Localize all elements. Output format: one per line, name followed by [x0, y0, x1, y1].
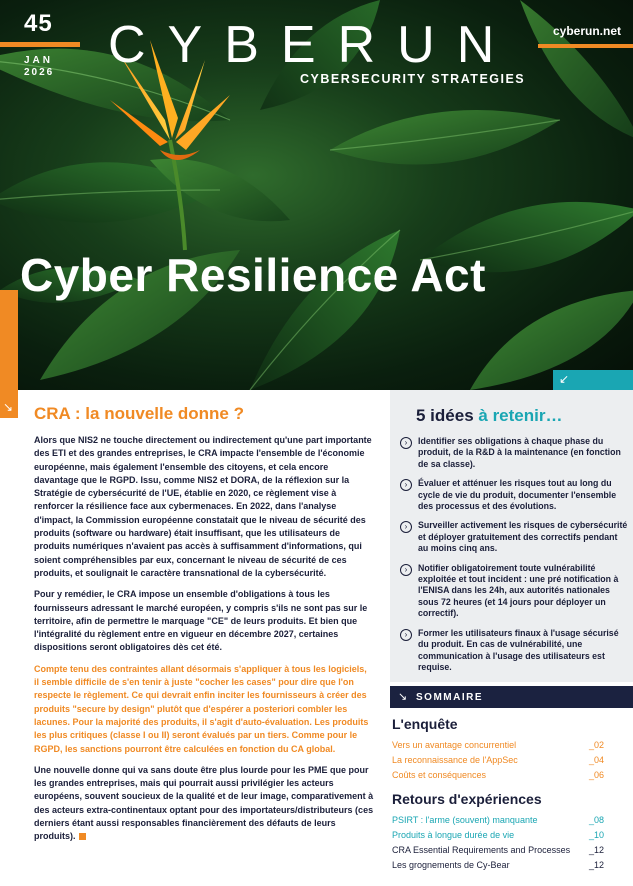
chevron-right-icon: › — [400, 437, 412, 449]
cover-hero — [0, 0, 633, 390]
toc-section-title: Retours d'expériences — [392, 791, 542, 807]
editorial-article — [34, 404, 374, 852]
brand-wordmark: CYBERUN — [108, 18, 517, 68]
key-idea-text: Notifier obligatoirement toute vulnérabilité exploitée et tout incident : une pré notification à l'ENISA dans les 24h, aux autorités nationales sous 72 heures (et 14 jours pour déployer un correctif). — [418, 562, 619, 619]
article-heading: CRA : la nouvelle donne ? — [34, 404, 244, 423]
key-ideas-title-number: 5 idées — [416, 406, 474, 425]
issue-month: JAN — [24, 55, 54, 66]
issue-number: 45 — [24, 10, 53, 37]
toc-entry-page: _06 — [588, 770, 604, 780]
key-idea-item — [400, 628, 630, 674]
toc-entry-text: PSIRT : l'arme (souvent) manquante — [392, 815, 538, 825]
key-idea-item — [400, 436, 630, 470]
key-ideas-list — [400, 436, 630, 681]
key-idea-item — [400, 563, 630, 620]
tagline: CYBERSECURITY STRATEGIES — [300, 72, 526, 86]
key-idea-item — [400, 520, 630, 554]
table-of-contents — [392, 716, 604, 873]
toc-entry-page: _12 — [588, 845, 604, 855]
sommaire-header — [390, 686, 633, 708]
toc-entry-text: Les grognements de Cy-Bear — [392, 860, 510, 870]
arrow-down-right-icon: ↘ — [3, 400, 14, 414]
toc-section-title: L'enquête — [392, 716, 458, 732]
toc-entry[interactable] — [392, 828, 604, 843]
key-ideas-title — [416, 406, 562, 426]
chevron-right-icon: › — [400, 629, 412, 641]
key-idea-text: Évaluer et atténuer les risques tout au long du cycle de vie du produit, documenter l'ensemble des processus et des évolutions. — [418, 478, 617, 512]
toc-entry-text: La reconnaissance de l'AppSec — [392, 755, 518, 765]
key-ideas-box — [390, 390, 633, 682]
issue-accent-bar — [0, 42, 80, 47]
toc-entry-text: CRA Essential Requirements and Processes — [392, 845, 571, 855]
article-paragraph-last — [34, 764, 374, 844]
arrow-down-left-icon: ↙ — [559, 372, 570, 386]
sommaire-label: SOMMAIRE — [416, 692, 483, 703]
chevron-right-icon: › — [400, 479, 412, 491]
teal-corner-tab — [553, 370, 633, 390]
key-idea-item — [400, 478, 630, 512]
issue-year: 2026 — [24, 67, 55, 78]
toc-entry-page: _04 — [588, 755, 604, 765]
orange-side-tab — [0, 290, 18, 418]
toc-entry-text: Vers un avantage concurrentiel — [392, 740, 517, 750]
toc-entry-page: _02 — [588, 740, 604, 750]
article-paragraph: Pour y remédier, le CRA impose un ensemble d'obligations à tous les fournisseurs adressant le marché européen, y compris s'ils ne sont pas sur le territoire, afin de permettre le marquage "CE" de leurs produits. Et bien que l'intégralité du règlement entre en vigueur en décembre 2027, certaines dispositions seront obligatoires dès cet été. — [34, 589, 368, 653]
article-paragraph-text: Une nouvelle donne qui va sans doute être plus lourde pour les PME que pour les grandes entreprises, mais qui pourrait aussi privilégier les acteurs européens, souvent soucieux de la qualité et de leur image, comparativement à des acteurs extra-continentaux optant pour des importateurs/distributeurs (ces derniers étant aussi responsables financièrement des défauts de leurs produits). — [34, 764, 374, 842]
website-accent-bar — [538, 44, 633, 48]
toc-entry[interactable] — [392, 768, 604, 783]
toc-entry[interactable] — [392, 738, 604, 753]
article-paragraph: Alors que NIS2 ne touche directement ou indirectement qu'une part importante des ETI et des grandes entreprises, le CRA impacte l'ensemble de l'économie européenne, mais également l'ensemble des citoyens, et cela encore davantage que le RGPD. Issu, comme NIS2 et DORA, de la réflexion sur la Stratégie de cybersécurité de l'UE, établie en 2020, ce règlement vise à renforcer la résilience face aux cybermenaces. En 2022, dans l'analyse d'impact, la Commission européenne constatait que le niveau de sécurité des produits (software ou hardware) était insuffisant, que les utilisateurs de produits numériques n'avaient pas accès à suffisamment d'informations, qui soient compréhensibles par eux, concernant le niveau de sécurité de ces produits, et soulignait le caractère transnational de la cybersécurité. — [34, 435, 372, 578]
key-idea-text: Former les utilisateurs finaux à l'usage sécurisé du produit. En cas de vulnérabilité, une communication à l'usage des utilisateurs est requise. — [418, 627, 619, 672]
key-idea-text: Surveiller activement les risques de cybersécurité et déployer gratuitement des correctifs pendant au moins cinq ans. — [418, 520, 628, 554]
website-link[interactable]: cyberun.net — [552, 24, 621, 38]
toc-entry[interactable] — [392, 843, 604, 858]
toc-entry-text: Coûts et conséquences — [392, 770, 487, 780]
toc-entry-page: _12 — [588, 860, 604, 870]
chevron-right-icon: › — [400, 564, 412, 576]
chevron-right-icon: › — [400, 521, 412, 533]
cover-title: Cyber Resilience Act — [20, 249, 486, 301]
toc-entry-page: _08 — [588, 815, 604, 825]
toc-entry-page: _10 — [588, 830, 604, 840]
article-paragraph: Compte tenu des contraintes allant désormais s'appliquer à tous les logiciels, il semble difficile de s'en tenir à juste "cocher les cases" pour dire que l'on respecte le règlement. Ce qui devrait enfin inciter les fournisseurs à créer des produits "secure by design" plutôt que d'espérer a posteriori combler les lacunes. Pour la majorité des produits, il s'agit d'auto-évaluation. Les produits les plus critiques (classe I ou II) seront évalués par un tiers. Comme pour le RGPD, les sanctions pourront être calculées en fonction du CA global. — [34, 663, 369, 754]
cyberun-logo — [108, 18, 538, 68]
end-mark — [79, 833, 86, 840]
toc-entry[interactable] — [392, 753, 604, 768]
key-idea-text: Identifier ses obligations à chaque phase du produit, de la R&D à la maintenance (en fonction de sa classe). — [418, 436, 621, 469]
toc-entry-text: Produits à longue durée de vie — [392, 830, 515, 840]
toc-entry[interactable] — [392, 858, 604, 873]
toc-entry[interactable] — [392, 813, 604, 828]
arrow-down-right-icon: ↘ — [398, 691, 408, 703]
key-ideas-title-rest: à retenir… — [478, 406, 563, 425]
